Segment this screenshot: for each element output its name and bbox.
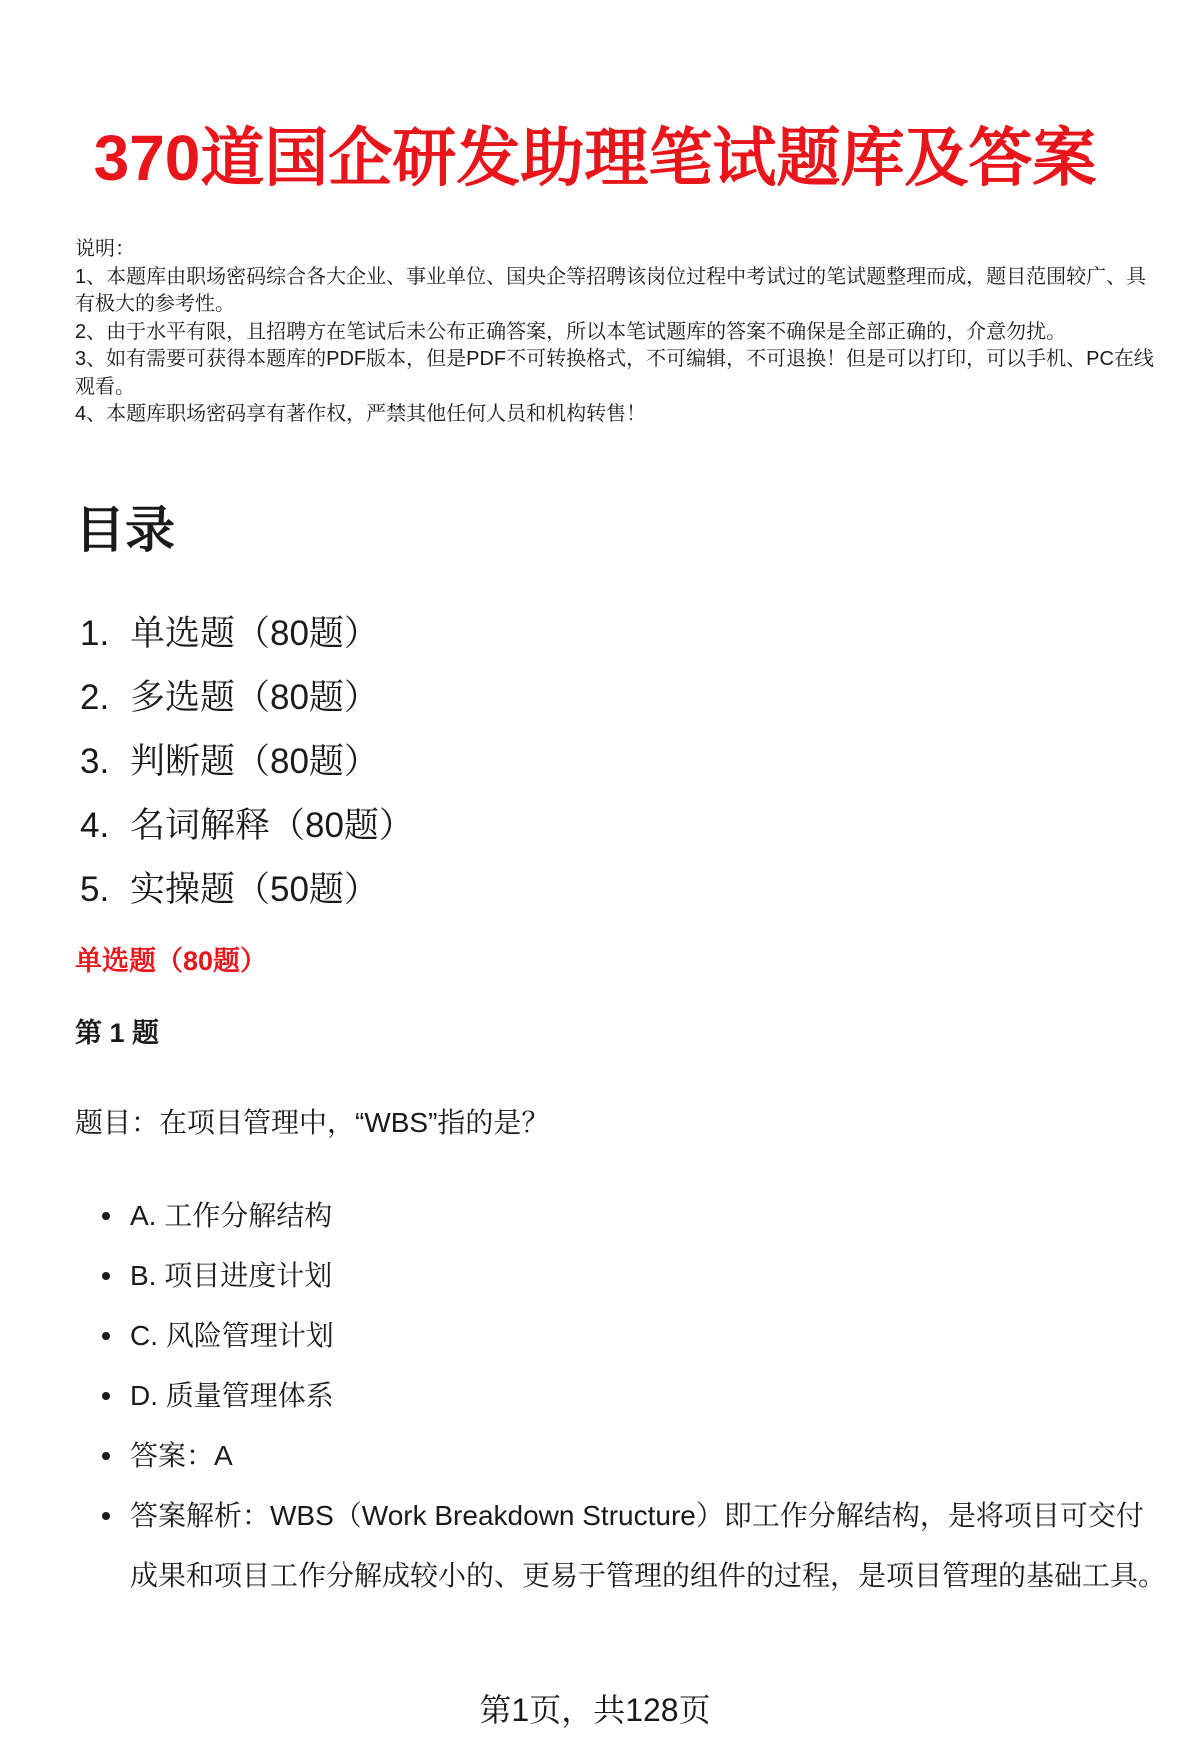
- option-item: [102, 1186, 1167, 1246]
- toc-item: [80, 794, 414, 858]
- toc-item-label: 实操题（50题）: [130, 870, 379, 909]
- page-number-footer: 第1页，共128页: [479, 1692, 711, 1728]
- answer-item: [102, 1426, 1167, 1486]
- option-item: [102, 1306, 1167, 1366]
- notes-item: 4、本题库职场密码享有著作权，严禁其他任何人员和机构转售！: [75, 403, 647, 425]
- toc-item-label: 判断题（80题）: [130, 742, 379, 781]
- toc-item-number: 3.: [80, 742, 110, 781]
- bullet-icon: [102, 1392, 110, 1400]
- bullet-icon: [102, 1332, 110, 1340]
- answer-text: 答案：A: [130, 1440, 233, 1471]
- notes-item: 3、如有需要可获得本题库的PDF版本，但是PDF不可转换格式，不可编辑，不可退换！但是可以打印，可以手机、PC在线观看。: [75, 348, 1154, 398]
- bullet-icon: [102, 1512, 110, 1520]
- option-text: B. 项目进度计划: [130, 1260, 333, 1291]
- toc-item-number: 1.: [80, 614, 110, 653]
- option-text: C. 风险管理计划: [130, 1320, 334, 1351]
- option-text: D. 质量管理体系: [130, 1380, 334, 1411]
- option-item: [102, 1246, 1167, 1306]
- question-text: 题目：在项目管理中，“WBS”指的是？: [75, 1107, 550, 1138]
- question-number: 第 1 题: [75, 1018, 160, 1048]
- toc-item-label: 多选题（80题）: [130, 678, 379, 717]
- answer-options-list: [102, 1186, 1167, 1606]
- option-item: [102, 1366, 1167, 1426]
- explanation-text: 答案解析：WBS（Work Breakdown Structure）即工作分解结构，是将项目可交付成果和项目工作分解成较小的、更易于管理的组件的过程，是项目管理的基础工具。: [130, 1500, 1167, 1591]
- toc-item: [80, 858, 414, 922]
- toc-item-number: 5.: [80, 870, 110, 909]
- toc-item: [80, 666, 414, 730]
- notes-item: 1、本题库由职场密码综合各大企业、事业单位、国央企等招聘该岗位过程中考试过的笔试题整理而成，题目范围较广、具有极大的参考性。: [75, 265, 1147, 315]
- option-text: A. 工作分解结构: [130, 1200, 333, 1231]
- toc-item: [80, 730, 414, 794]
- toc-heading: 目录: [75, 502, 175, 558]
- section-title: 单选题（80题）: [75, 946, 268, 976]
- toc-item-label: 单选题（80题）: [130, 614, 379, 653]
- bullet-icon: [102, 1452, 110, 1460]
- toc-item: [80, 602, 414, 666]
- toc-item-label: 名词解释（80题）: [130, 806, 414, 845]
- table-of-contents: [80, 602, 414, 922]
- toc-item-number: 4.: [80, 806, 110, 845]
- bullet-icon: [102, 1212, 110, 1220]
- explanation-item: [102, 1486, 1167, 1606]
- notes-block: [75, 236, 1155, 429]
- notes-item: 2、由于水平有限，且招聘方在笔试后未公布正确答案，所以本笔试题库的答案不确保是全部正确的，介意勿扰。: [75, 320, 1067, 343]
- notes-heading: 说明：: [75, 238, 135, 260]
- toc-item-number: 2.: [80, 678, 110, 717]
- document-title: 370道国企研发助理笔试题库及答案: [93, 122, 1097, 194]
- bullet-icon: [102, 1272, 110, 1280]
